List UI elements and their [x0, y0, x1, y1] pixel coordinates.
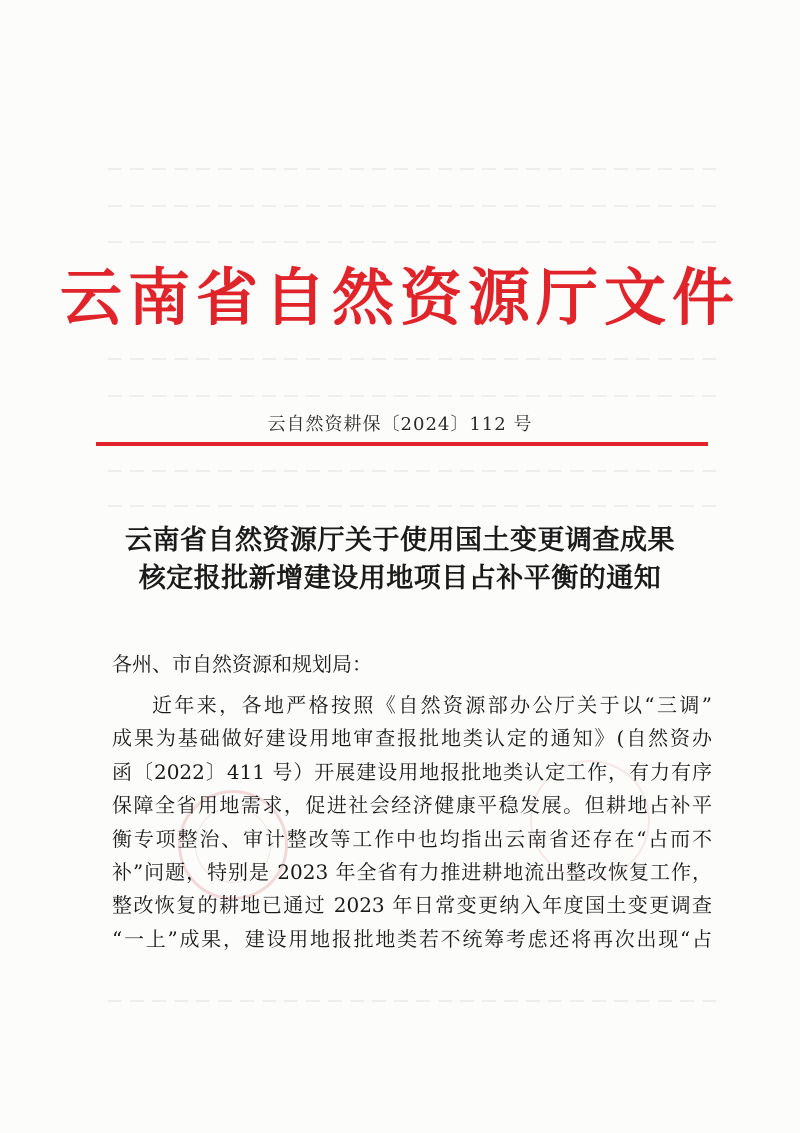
- document-header-title: 云南省自然资源厅文件: [59, 261, 740, 334]
- body-line: 近年来，各地严格按照《自然资源部办公厅关于以“三调”: [152, 693, 712, 717]
- bleed-through-line: [108, 1000, 718, 1002]
- notice-title-line: 云南省自然资源厅关于使用国土变更调查成果: [125, 525, 675, 556]
- body-line: 成果为基础做好建设用地审查报批地类认定的通知》(自然资办: [112, 726, 712, 751]
- bleed-through-line: [108, 358, 718, 360]
- body-line: 整改恢复的耕地已通过 2023 年日常变更纳入年度国土变更调查: [112, 893, 712, 918]
- body-line: 补”问题，特别是 2023 年全省有力推进耕地流出整改恢复工作，: [112, 859, 712, 884]
- bleed-through-line: [108, 505, 718, 507]
- bleed-through-line: [108, 168, 718, 170]
- document-number: 云自然资耕保〔2024〕112 号: [267, 414, 533, 435]
- bleed-through-line: [108, 205, 718, 207]
- body-line: “一上”成果，建设用地报批地类若不统筹考虑还将再次出现“占: [112, 926, 712, 951]
- body-text: [112, 689, 712, 956]
- notice-title-line: 核定报批新增建设用地项目占补平衡的通知: [138, 563, 662, 594]
- body-line: 保障全省用地需求，促进社会经济健康平稳发展。但耕地占补平: [112, 793, 712, 818]
- bleed-through-line: [108, 395, 718, 397]
- addressee: 各州、市自然资源和规划局：: [112, 652, 372, 676]
- body-line: 函〔2022〕411 号）开展建设用地报批地类认定工作，有力有序: [112, 759, 712, 784]
- notice-title: [0, 522, 800, 598]
- bleed-through-line: [108, 241, 718, 243]
- body-line: 衡专项整治、审计整改等工作中也均指出云南省还存在“占而不: [112, 826, 712, 851]
- bleed-through-line: [108, 470, 718, 472]
- red-divider-line: [96, 442, 708, 446]
